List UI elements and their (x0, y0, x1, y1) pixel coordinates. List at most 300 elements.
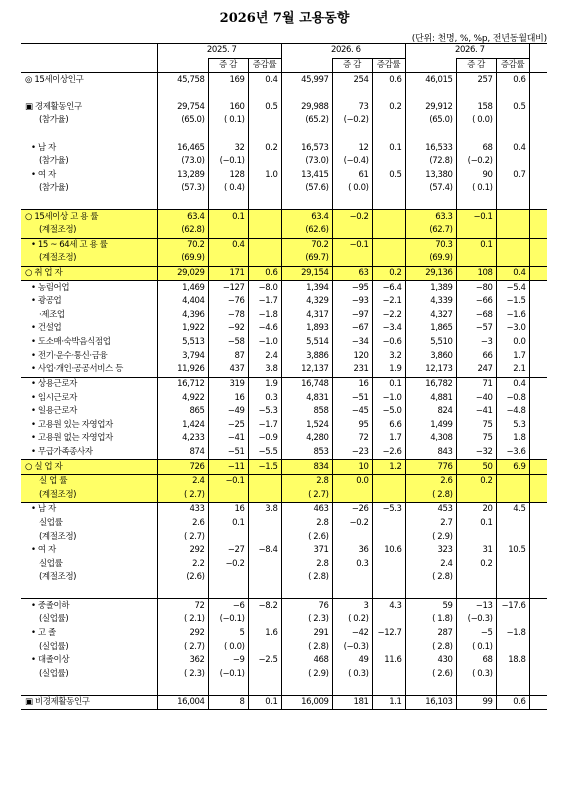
rate-cell: −2.6 (372, 446, 405, 460)
value-cell: 291 (287, 627, 332, 641)
change-cell: 0.1 (456, 238, 496, 252)
spacer-cell (529, 336, 547, 350)
value-cell: 2.8 (287, 517, 332, 531)
change-cell: −5 (456, 627, 496, 641)
rate-cell: −3.4 (372, 322, 405, 336)
value-cell: 468 (287, 654, 332, 668)
change-cell: 247 (456, 363, 496, 377)
table-row (21, 336, 547, 350)
change-cell (208, 87, 248, 101)
rate-cell: 0.6 (372, 73, 405, 87)
table-row (21, 391, 547, 405)
period-2025-7: 2025. 7 (163, 44, 281, 59)
value-cell: ( 2.8) (287, 640, 332, 654)
value-cell: 4,831 (287, 391, 332, 405)
value-cell: 287 (411, 627, 456, 641)
rate-cell: −1.0 (372, 391, 405, 405)
value-cell: 5,510 (411, 336, 456, 350)
value-cell: 13,380 (411, 168, 456, 182)
table-row (21, 295, 547, 309)
value-cell: 16,782 (411, 377, 456, 391)
change-cell (332, 252, 372, 266)
rate-cell (372, 667, 405, 681)
row-label: ○ 15세이상 고 용 률 (21, 210, 157, 224)
rate-cell: −5.4 (496, 281, 529, 295)
rate-cell: −2.2 (372, 309, 405, 323)
value-cell: ( 2.9) (411, 530, 456, 544)
rate-cell: 1.2 (372, 460, 405, 475)
rate-cell: 0.4 (248, 73, 281, 87)
change-cell: (−0.2) (332, 114, 372, 128)
spacer-cell (529, 474, 547, 488)
table-row (21, 100, 547, 114)
change-cell: 10 (332, 460, 372, 475)
spacer-cell (529, 141, 547, 155)
change-cell: (−0.1) (208, 613, 248, 627)
value-cell: 1,469 (163, 281, 208, 295)
table-row (21, 418, 547, 432)
value-cell: (73.0) (287, 155, 332, 169)
change-cell (456, 585, 496, 599)
table-row (21, 613, 547, 627)
rate-cell: 0.4 (496, 377, 529, 391)
rate-cell (248, 681, 281, 695)
rate-cell: 3.2 (372, 349, 405, 363)
change-cell (456, 224, 496, 238)
rate-cell (496, 238, 529, 252)
value-cell: 4,280 (287, 432, 332, 446)
rate-cell (496, 474, 529, 488)
rate-cell: 18.8 (496, 654, 529, 668)
change-cell: −9 (208, 654, 248, 668)
change-cell: −32 (456, 446, 496, 460)
rate-cell: 2.4 (248, 349, 281, 363)
rate-cell (248, 667, 281, 681)
spacer-cell (529, 695, 547, 710)
row-label: (실업률) (21, 640, 157, 654)
rate-cell: −5.3 (372, 503, 405, 517)
header-row-sub (21, 58, 547, 73)
rate-cell: 0.6 (248, 266, 281, 281)
change-cell: 0.1 (456, 517, 496, 531)
change-cell: −68 (456, 309, 496, 323)
page-title: 2026년 7월 고용동향 (219, 11, 350, 26)
change-cell: −25 (208, 418, 248, 432)
rate-cell: 6.6 (372, 418, 405, 432)
value-cell: 2.8 (287, 474, 332, 488)
rate-cell: −1.5 (248, 460, 281, 475)
rate-cell (372, 87, 405, 101)
rate-cell (496, 585, 529, 599)
rate-cell (372, 224, 405, 238)
spacer-row (21, 585, 547, 599)
rate-cell: −0.6 (372, 336, 405, 350)
rate-cell (248, 238, 281, 252)
spacer-cell (529, 73, 547, 87)
change-cell: −92 (208, 322, 248, 336)
employment-table (21, 43, 547, 710)
change-cell (332, 196, 372, 210)
value-cell: 1,922 (163, 322, 208, 336)
spacer-row (21, 681, 547, 695)
value-cell: 4,327 (411, 309, 456, 323)
spacer-cell (529, 460, 547, 475)
table-row (21, 558, 547, 572)
rate-cell: 1.0 (248, 168, 281, 182)
rate-cell (496, 517, 529, 531)
subhead-change: 증 감 (456, 58, 496, 73)
spacer-cell (529, 544, 547, 558)
value-cell: ( 1.8) (411, 613, 456, 627)
value-cell: ( 2.8) (411, 640, 456, 654)
rate-cell (372, 210, 405, 224)
spacer-cell (529, 391, 547, 405)
change-cell: 61 (332, 168, 372, 182)
value-cell: ( 2.3) (163, 667, 208, 681)
rate-cell (248, 114, 281, 128)
value-cell: ( 2.3) (287, 613, 332, 627)
rate-cell: 0.0 (496, 336, 529, 350)
rate-cell: −1.7 (248, 295, 281, 309)
value-cell: 29,988 (287, 100, 332, 114)
row-label: (실업률) (21, 613, 157, 627)
value-cell (287, 585, 332, 599)
rate-cell: −2.1 (372, 295, 405, 309)
value-cell: 12,173 (411, 363, 456, 377)
row-label (21, 87, 157, 101)
row-label: ·제조업 (21, 309, 157, 323)
rate-cell (248, 489, 281, 503)
spacer-cell (529, 182, 547, 196)
change-cell (208, 196, 248, 210)
change-cell: 0.3 (332, 558, 372, 572)
change-cell: −51 (332, 391, 372, 405)
change-cell: (−0.3) (332, 640, 372, 654)
change-cell: 72 (332, 432, 372, 446)
value-cell: (69.7) (287, 252, 332, 266)
row-label: (계절조정) (21, 571, 157, 585)
rate-cell: −1.8 (248, 309, 281, 323)
value-cell: 16,712 (163, 377, 208, 391)
rate-cell: 0.5 (248, 100, 281, 114)
change-cell (456, 252, 496, 266)
change-cell: −58 (208, 336, 248, 350)
value-cell: 72 (163, 599, 208, 613)
change-cell: (−0.2) (456, 155, 496, 169)
value-cell: 16,465 (163, 141, 208, 155)
value-cell: 4,881 (411, 391, 456, 405)
spacer-cell (529, 363, 547, 377)
value-cell: 726 (163, 460, 208, 475)
rate-cell (248, 640, 281, 654)
rate-cell: −5.5 (248, 446, 281, 460)
change-cell (456, 489, 496, 503)
value-cell: ( 2.7) (287, 489, 332, 503)
row-label: • 상용근로자 (21, 377, 157, 391)
value-cell: ( 2.7) (163, 489, 208, 503)
value-cell: 1,424 (163, 418, 208, 432)
value-cell: ( 2.8) (411, 571, 456, 585)
value-cell: 834 (287, 460, 332, 475)
change-cell: −0.1 (456, 210, 496, 224)
rate-cell (372, 530, 405, 544)
value-cell: 865 (163, 405, 208, 419)
value-cell: 4,233 (163, 432, 208, 446)
row-label: • 남 자 (21, 503, 157, 517)
rate-cell (496, 210, 529, 224)
rate-cell (248, 474, 281, 488)
table-row (21, 266, 547, 281)
spacer-cell (529, 517, 547, 531)
table-row (21, 238, 547, 252)
rate-cell: 0.2 (248, 141, 281, 155)
row-label (21, 585, 157, 599)
change-cell: −42 (332, 627, 372, 641)
change-cell: −0.2 (332, 517, 372, 531)
change-cell: −23 (332, 446, 372, 460)
value-cell: (65.2) (287, 114, 332, 128)
value-cell: 5,513 (163, 336, 208, 350)
rate-cell (372, 114, 405, 128)
table-row (21, 224, 547, 238)
value-cell: 45,997 (287, 73, 332, 87)
rate-cell: 0.1 (372, 377, 405, 391)
spacer-cell (529, 530, 547, 544)
value-cell: ( 2.1) (163, 613, 208, 627)
change-cell: −0.1 (332, 238, 372, 252)
value-cell: 63.4 (163, 210, 208, 224)
row-label: 실업률 (21, 517, 157, 531)
value-cell (163, 196, 208, 210)
change-cell: 254 (332, 73, 372, 87)
value-cell: 4,404 (163, 295, 208, 309)
change-cell: −97 (332, 309, 372, 323)
table-row (21, 517, 547, 531)
change-cell: 231 (332, 363, 372, 377)
rate-cell: 5.3 (496, 418, 529, 432)
unit-note: (단위: 천명, %, %p, 전년동월대비) (411, 34, 547, 44)
change-cell: 87 (208, 349, 248, 363)
table-row (21, 182, 547, 196)
row-label: • 농림어업 (21, 281, 157, 295)
rate-cell: −3.0 (496, 322, 529, 336)
rate-cell (372, 517, 405, 531)
value-cell: 1,893 (287, 322, 332, 336)
value-cell: 2.8 (287, 558, 332, 572)
change-cell (332, 128, 372, 142)
value-cell: (2.6) (163, 571, 208, 585)
value-cell: 29,136 (411, 266, 456, 281)
value-cell: (57.3) (163, 182, 208, 196)
change-cell: −27 (208, 544, 248, 558)
change-cell: −93 (332, 295, 372, 309)
row-label: • 고용원 있는 자영업자 (21, 418, 157, 432)
rate-cell (248, 182, 281, 196)
table-row (21, 168, 547, 182)
change-cell: 0.4 (208, 238, 248, 252)
table-row (21, 460, 547, 475)
change-cell: 66 (456, 349, 496, 363)
rate-cell: −5.0 (372, 405, 405, 419)
change-cell: 50 (456, 460, 496, 475)
value-cell: 63.4 (287, 210, 332, 224)
rate-cell (496, 252, 529, 266)
rate-cell: −8.2 (248, 599, 281, 613)
rate-cell (496, 155, 529, 169)
table-row (21, 695, 547, 710)
value-cell: 2.4 (411, 558, 456, 572)
value-cell: 3,886 (287, 349, 332, 363)
value-cell (411, 681, 456, 695)
change-cell: (−0.4) (332, 155, 372, 169)
change-cell: 68 (456, 654, 496, 668)
change-cell (456, 196, 496, 210)
rate-cell (372, 681, 405, 695)
table-row (21, 530, 547, 544)
rate-cell: 0.5 (372, 168, 405, 182)
rate-cell (248, 517, 281, 531)
rate-cell: 0.7 (496, 168, 529, 182)
rate-cell: 2.1 (496, 363, 529, 377)
spacer-cell (529, 599, 547, 613)
change-cell: −78 (208, 309, 248, 323)
row-label: • 대졸이상 (21, 654, 157, 668)
value-cell: 2.2 (163, 558, 208, 572)
value-cell: 29,912 (411, 100, 456, 114)
row-label: ▣ 비경제활동인구 (21, 695, 157, 710)
change-cell (456, 681, 496, 695)
rate-cell (372, 571, 405, 585)
change-cell: −45 (332, 405, 372, 419)
value-cell (287, 87, 332, 101)
rate-cell: 1.7 (496, 349, 529, 363)
change-cell (208, 489, 248, 503)
header-row-periods (21, 44, 547, 59)
value-cell: 70.2 (287, 238, 332, 252)
spacer-cell (529, 224, 547, 238)
rate-cell: 3.8 (248, 503, 281, 517)
value-cell: 12,137 (287, 363, 332, 377)
spacer-cell (529, 168, 547, 182)
spacer-cell (529, 100, 547, 114)
value-cell: 5,514 (287, 336, 332, 350)
change-cell: −66 (456, 295, 496, 309)
value-cell: 843 (411, 446, 456, 460)
rate-cell (372, 252, 405, 266)
table-row (21, 571, 547, 585)
spacer-cell (529, 418, 547, 432)
change-cell (208, 585, 248, 599)
change-cell: ( 0.0) (456, 114, 496, 128)
change-cell: −49 (208, 405, 248, 419)
value-cell: (62.7) (411, 224, 456, 238)
value-cell: 1,389 (411, 281, 456, 295)
spacer-cell (529, 252, 547, 266)
spacer-row (21, 196, 547, 210)
value-cell: (57.4) (411, 182, 456, 196)
change-cell: 99 (456, 695, 496, 710)
rate-cell: 0.4 (496, 266, 529, 281)
value-cell (411, 87, 456, 101)
change-cell (208, 571, 248, 585)
row-label: (계절조정) (21, 252, 157, 266)
change-cell: 3 (332, 599, 372, 613)
rate-cell (372, 613, 405, 627)
value-cell (163, 681, 208, 695)
spacer-cell (529, 295, 547, 309)
spacer-cell (529, 266, 547, 281)
value-cell: 463 (287, 503, 332, 517)
change-cell: 0.2 (456, 474, 496, 488)
rate-cell: 6.9 (496, 460, 529, 475)
rate-cell: 3.8 (248, 363, 281, 377)
rate-cell (248, 87, 281, 101)
value-cell (287, 196, 332, 210)
spacer-cell (529, 558, 547, 572)
value-cell: 4,396 (163, 309, 208, 323)
rate-cell (248, 585, 281, 599)
spacer-cell (529, 667, 547, 681)
value-cell: (72.8) (411, 155, 456, 169)
value-cell: ( 2.7) (163, 640, 208, 654)
table-row (21, 654, 547, 668)
value-cell: 2.7 (411, 517, 456, 531)
change-cell (332, 681, 372, 695)
table-row (21, 349, 547, 363)
rate-cell (248, 128, 281, 142)
change-cell (456, 128, 496, 142)
value-cell: 2.6 (163, 517, 208, 531)
rate-cell (372, 640, 405, 654)
row-label (21, 681, 157, 695)
change-cell: 181 (332, 695, 372, 710)
table-row (21, 627, 547, 641)
change-cell (208, 530, 248, 544)
value-cell (287, 681, 332, 695)
rate-cell: −1.5 (496, 295, 529, 309)
row-label: • 임시근로자 (21, 391, 157, 405)
rate-cell (248, 155, 281, 169)
change-cell: −6 (208, 599, 248, 613)
change-cell: 75 (456, 418, 496, 432)
rate-cell: 10.6 (372, 544, 405, 558)
change-cell: −34 (332, 336, 372, 350)
value-cell: 1,865 (411, 322, 456, 336)
change-cell (456, 530, 496, 544)
table-row (21, 309, 547, 323)
rate-cell: 0.6 (496, 695, 529, 710)
subhead-rate: 증감률 (372, 58, 405, 73)
spacer-cell (529, 155, 547, 169)
table-row (21, 73, 547, 87)
spacer-cell (529, 654, 547, 668)
rate-cell (248, 571, 281, 585)
value-cell: 430 (411, 654, 456, 668)
spacer-row (21, 87, 547, 101)
change-cell: (−0.1) (208, 155, 248, 169)
change-cell: ( 0.1) (208, 114, 248, 128)
rate-cell: −6.4 (372, 281, 405, 295)
value-cell: ( 2.7) (163, 530, 208, 544)
value-cell: ( 2.8) (411, 489, 456, 503)
value-cell: 4,329 (287, 295, 332, 309)
change-cell: ( 0.4) (208, 182, 248, 196)
rate-cell: −8.0 (248, 281, 281, 295)
rate-cell (372, 238, 405, 252)
value-cell: (62.8) (163, 224, 208, 238)
value-cell (411, 585, 456, 599)
rate-cell: 1.1 (372, 695, 405, 710)
